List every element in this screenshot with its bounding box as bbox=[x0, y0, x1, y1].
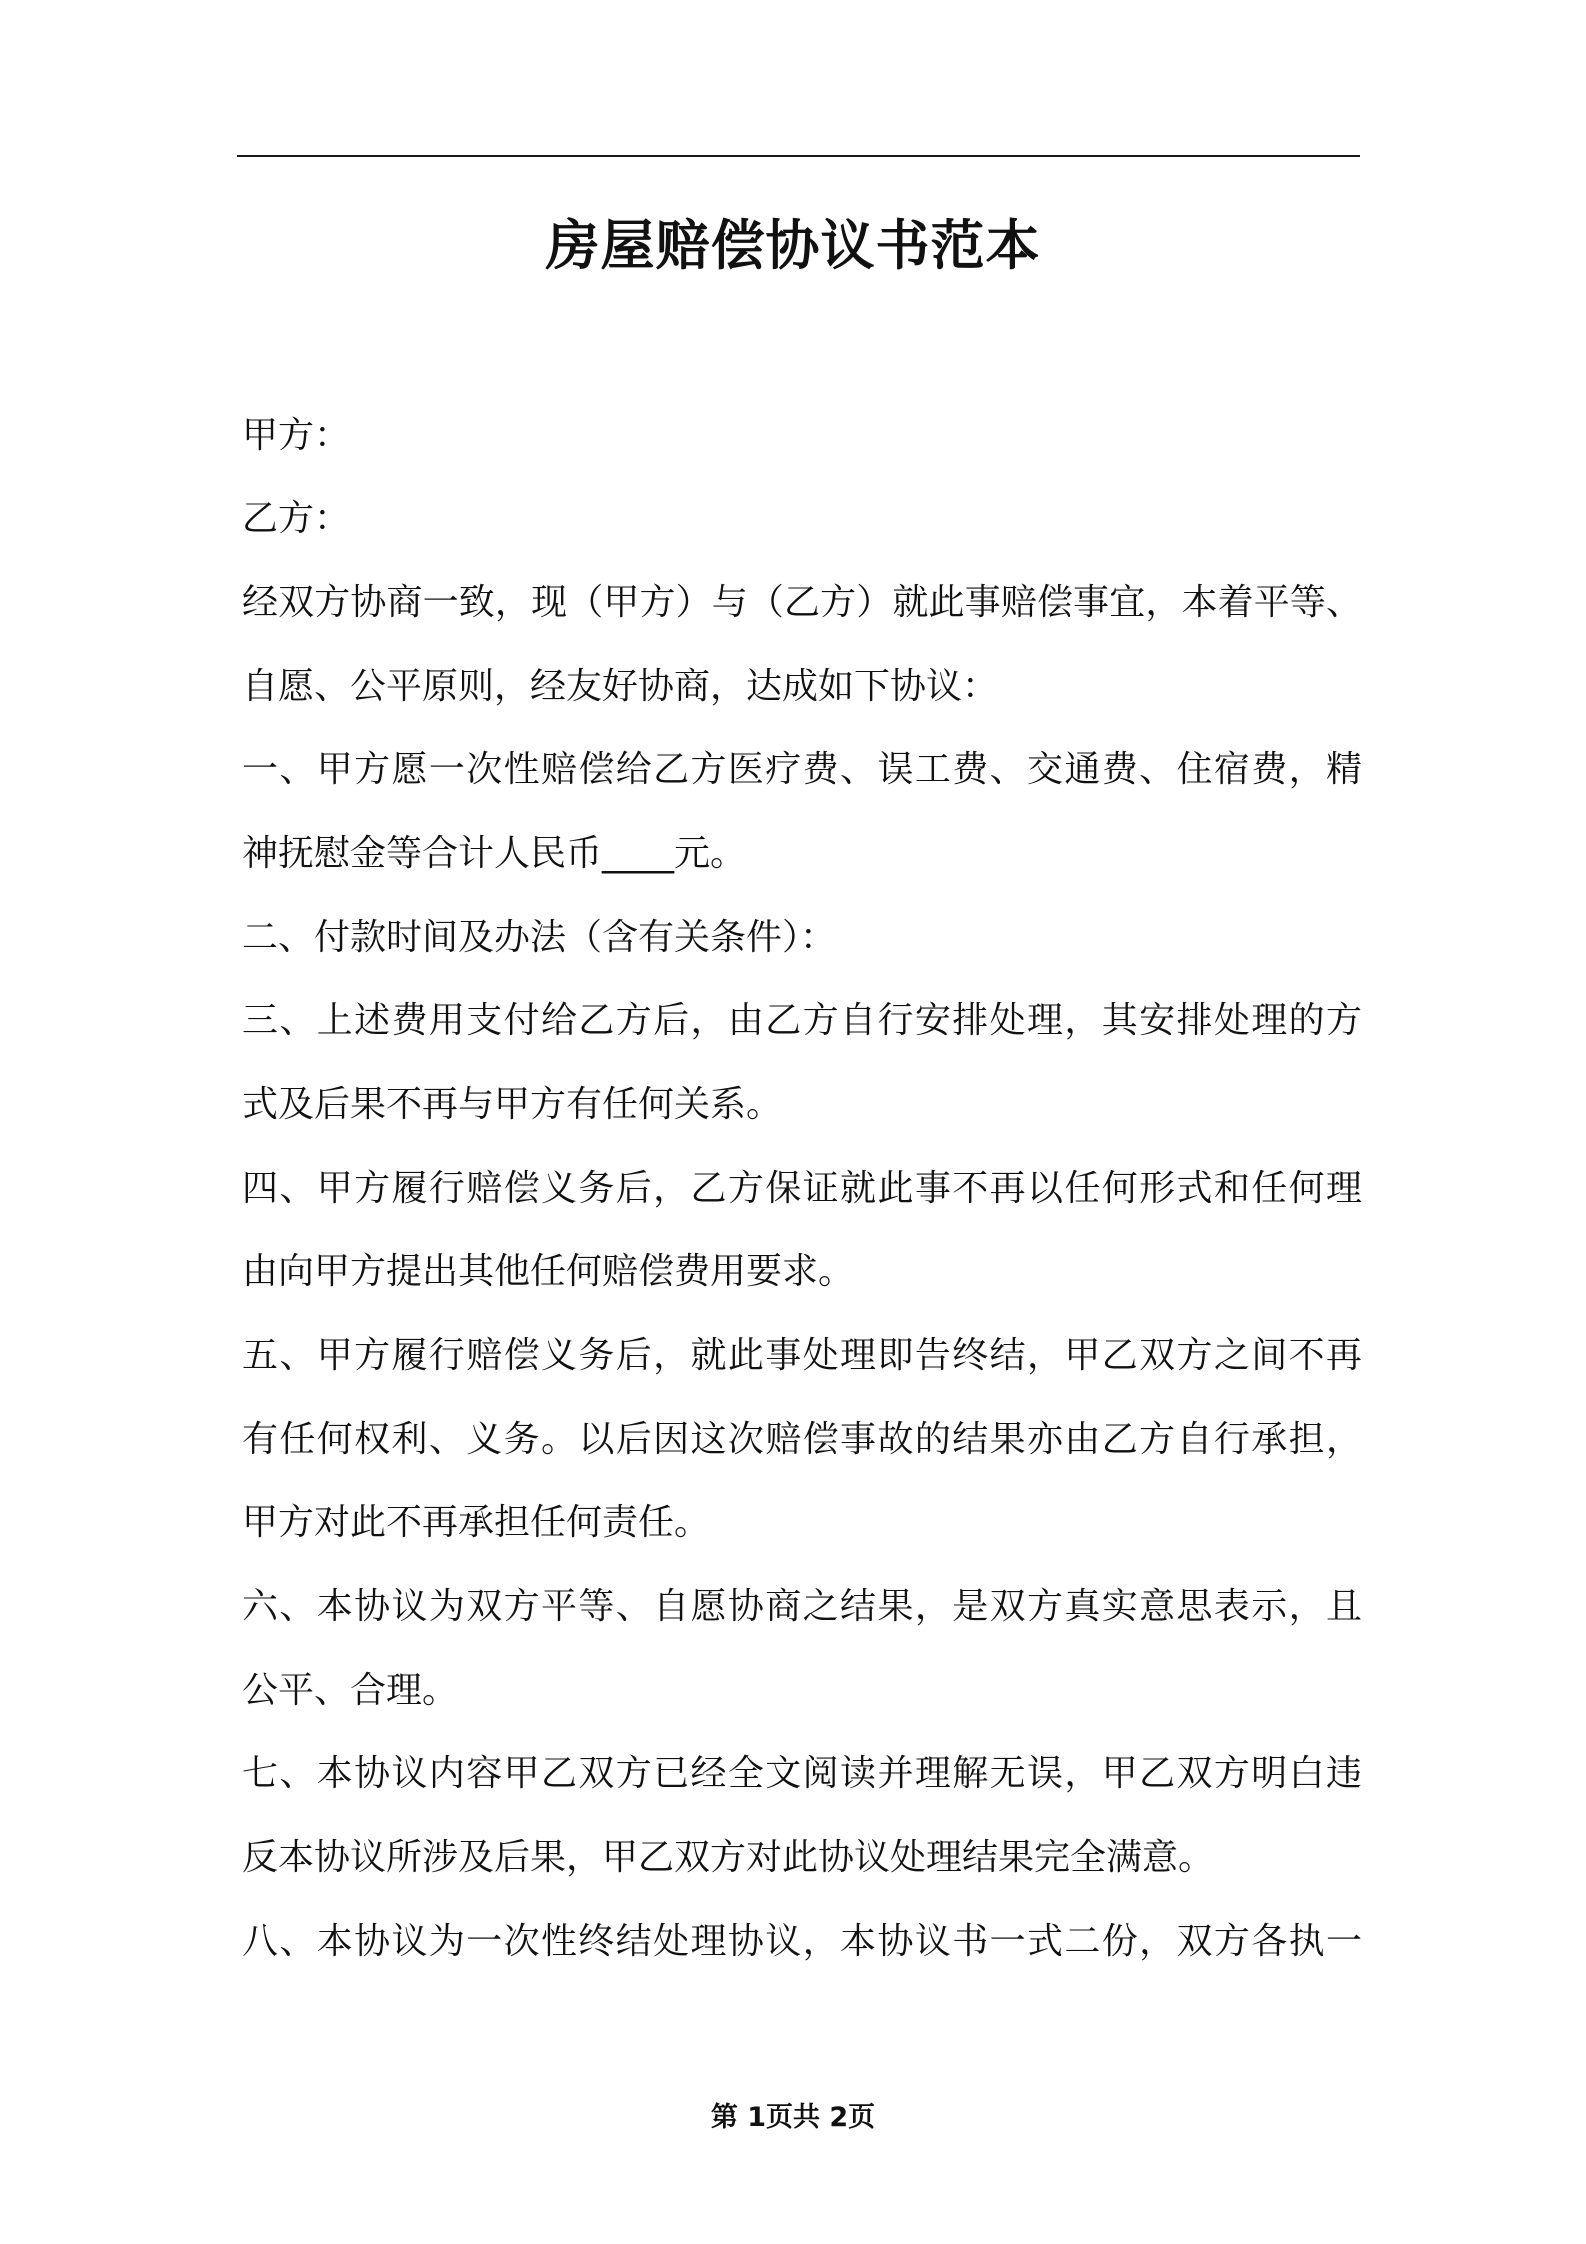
intro-line-1: 经双方协商一致，现（甲方）与（乙方）就此事赔偿事宜，本着平等、 bbox=[242, 582, 1362, 623]
clause-4-line-1: 四、甲方履行赔偿义务后，乙方保证就此事不再以任何形式和任何理 bbox=[242, 1168, 1362, 1209]
clause-1-line-2: 神抚慰金等合计人民币____元。 bbox=[242, 833, 747, 874]
party-a-line: 甲方： bbox=[242, 415, 351, 456]
clause-7-line-1: 七、本协议内容甲乙双方已经全文阅读并理解无误，甲乙双方明白违 bbox=[242, 1753, 1362, 1794]
clause-6-line-2: 公平、合理。 bbox=[242, 1670, 459, 1711]
header-rule bbox=[237, 155, 1360, 157]
clause-5-line-3: 甲方对此不再承担任何责任。 bbox=[242, 1502, 711, 1543]
clause-4-line-2: 由向甲方提出其他任何赔偿费用要求。 bbox=[242, 1251, 855, 1292]
document-title: 房屋赔偿协议书范本 bbox=[545, 214, 1041, 277]
clause-6-line-1: 六、本协议为双方平等、自愿协商之结果，是双方真实意思表示，且 bbox=[242, 1586, 1362, 1627]
intro-line-2: 自愿、公平原则，经友好协商，达成如下协议： bbox=[242, 666, 999, 707]
clause-5-line-1: 五、甲方履行赔偿义务后，就此事处理即告终结，甲乙双方之间不再 bbox=[242, 1335, 1362, 1376]
clause-3-line-1: 三、上述费用支付给乙方后，由乙方自行安排处理，其安排处理的方 bbox=[242, 1000, 1362, 1041]
clause-8-line-1: 八、本协议为一次性终结处理协议，本协议书一式二份，双方各执一 bbox=[242, 1921, 1362, 1962]
clause-5-line-2: 有任何权利、义务。以后因这次赔偿事故的结果亦由乙方自行承担， bbox=[242, 1419, 1362, 1460]
clause-7-line-2: 反本协议所涉及后果，甲乙双方对此协议处理结果完全满意。 bbox=[242, 1837, 1215, 1878]
clause-2-line-1: 二、付款时间及办法（含有关条件）： bbox=[242, 917, 837, 958]
clause-3-line-2: 式及后果不再与甲方有任何关系。 bbox=[242, 1084, 783, 1125]
clause-1-line-1: 一、甲方愿一次性赔偿给乙方医疗费、误工费、交通费、住宿费，精 bbox=[242, 749, 1362, 790]
page-number-footer: 第 1页共 2页 bbox=[710, 2102, 876, 2133]
party-b-line: 乙方： bbox=[242, 498, 351, 539]
